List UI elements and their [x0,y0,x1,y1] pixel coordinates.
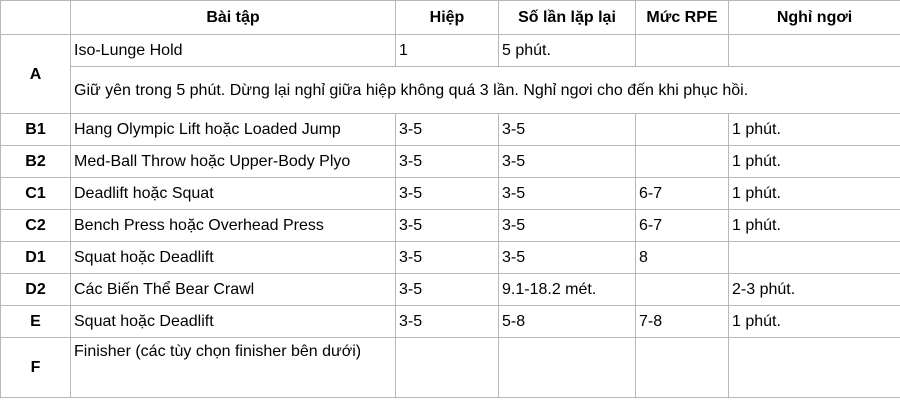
reps-cell: 5 phút. [499,35,636,67]
table-row [1,274,900,306]
exercise-cell: Squat hoặc Deadlift [71,306,396,338]
rpe-cell [636,35,729,67]
reps-cell: 5-8 [499,306,636,338]
row-id: B1 [1,114,71,146]
rest-cell [729,35,900,67]
sets-cell: 3-5 [396,178,499,210]
note-cell: Giữ yên trong 5 phút. Dừng lại nghỉ giữa hiệp không quá 3 lần. Nghỉ ngơi cho đến khi phục hồi. [71,67,900,114]
reps-cell: 3-5 [499,114,636,146]
sets-cell [396,338,499,398]
table-row [1,242,900,274]
rpe-cell: 8 [636,242,729,274]
exercise-cell: Các Biến Thể Bear Crawl [71,274,396,306]
header-cell-exercise: Bài tập [71,1,396,35]
rpe-cell: 6-7 [636,178,729,210]
table-row [1,35,900,67]
exercise-cell: Iso-Lunge Hold [71,35,396,67]
rpe-cell [636,114,729,146]
row-id: B2 [1,146,71,178]
header-cell-rpe: Mức RPE [636,1,729,35]
reps-cell: 9.1-18.2 mét. [499,274,636,306]
row-id: C1 [1,178,71,210]
sets-cell: 1 [396,35,499,67]
rpe-cell [636,274,729,306]
rest-cell: 1 phút. [729,146,900,178]
rpe-cell: 7-8 [636,306,729,338]
reps-cell: 3-5 [499,242,636,274]
rest-cell: 1 phút. [729,210,900,242]
exercise-cell: Med-Ball Throw hoặc Upper-Body Plyo [71,146,396,178]
rest-cell: 1 phút. [729,114,900,146]
exercise-cell: Squat hoặc Deadlift [71,242,396,274]
sets-cell: 3-5 [396,146,499,178]
header-cell-reps: Số lần lặp lại [499,1,636,35]
header-cell-id [1,1,71,35]
table-row [1,146,900,178]
rpe-cell [636,146,729,178]
table-row [1,114,900,146]
table-row [1,338,900,398]
reps-cell: 3-5 [499,178,636,210]
exercise-cell: Bench Press hoặc Overhead Press [71,210,396,242]
header-row [1,1,900,35]
exercise-cell: Hang Olympic Lift hoặc Loaded Jump [71,114,396,146]
table-row [1,210,900,242]
table-row-note [1,67,900,114]
rest-cell [729,242,900,274]
rest-cell: 1 phút. [729,178,900,210]
sets-cell: 3-5 [396,242,499,274]
exercise-cell: Deadlift hoặc Squat [71,178,396,210]
sets-cell: 3-5 [396,306,499,338]
table-row [1,306,900,338]
sets-cell: 3-5 [396,210,499,242]
exercise-cell: Finisher (các tùy chọn finisher bên dưới) [71,338,396,398]
reps-cell: 3-5 [499,210,636,242]
table-row [1,178,900,210]
row-id: E [1,306,71,338]
row-id: D2 [1,274,71,306]
sets-cell: 3-5 [396,114,499,146]
row-id: F [1,338,71,398]
rpe-cell: 6-7 [636,210,729,242]
header-cell-sets: Hiệp [396,1,499,35]
header-cell-rest: Nghỉ ngơi [729,1,900,35]
row-id: C2 [1,210,71,242]
row-id: A [1,35,71,114]
rpe-cell [636,338,729,398]
rest-cell [729,338,900,398]
rest-cell: 1 phút. [729,306,900,338]
reps-cell: 3-5 [499,146,636,178]
row-id: D1 [1,242,71,274]
reps-cell [499,338,636,398]
rest-cell: 2-3 phút. [729,274,900,306]
sets-cell: 3-5 [396,274,499,306]
